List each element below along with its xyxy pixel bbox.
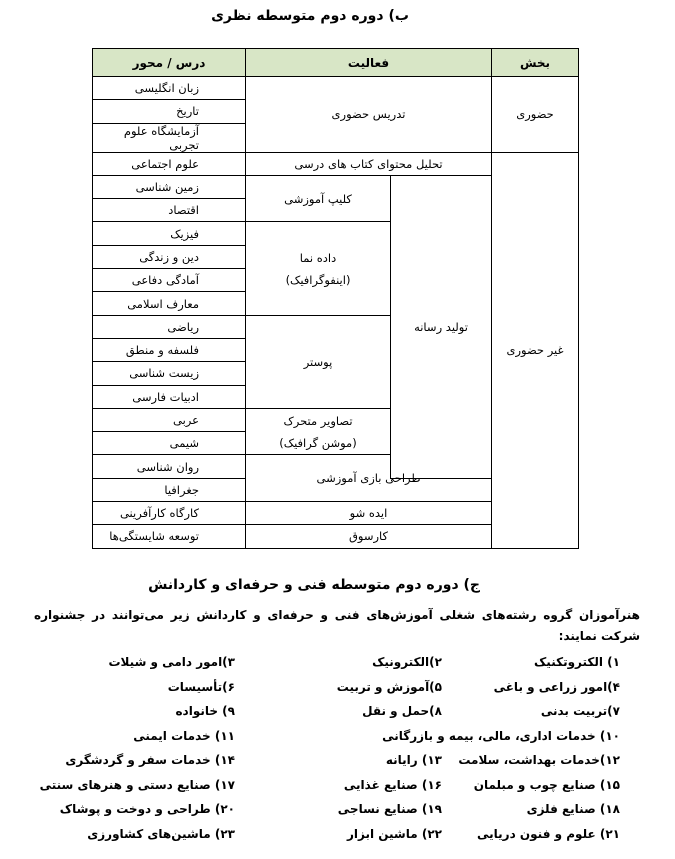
field-item: ۱۵) صنایع چوب و مبلمان	[473, 777, 620, 792]
field-item: ۵)آموزش و تربیت	[336, 679, 442, 694]
lesson-cell: زمین شناسی	[93, 175, 246, 198]
field-item: ۱۷) صنایع دستی و هنرهای سنتی	[39, 777, 235, 792]
section-c-title: ج) دوره دوم متوسطه فنی و حرفه‌ای و کاردانش	[148, 577, 480, 593]
field-item: ۹) خانواده	[175, 704, 235, 718]
lesson-cell: اقتصاد	[93, 199, 246, 222]
lesson-cell: فیزیک	[93, 222, 246, 245]
lesson-cell: تاریخ	[93, 100, 246, 123]
section-c-intro: هنرآموزان گروه رشته‌های شغلی آموزش‌های فنی و حرفه‌ای و کاردانش زیر می‌توانند در جشنواره شرکت نمایند:	[34, 608, 640, 643]
lesson-cell: فلسفه و منطق	[93, 338, 246, 361]
list-item	[40, 729, 620, 754]
field-item: ۱۹) صنایع نساجی	[337, 802, 442, 816]
list-item	[40, 778, 620, 803]
activity-group-cell: تولید رسانه	[391, 175, 492, 478]
lesson-cell: توسعه شایستگی‌ها	[93, 525, 246, 548]
field-item: ۲۱) علوم و فنون دریایی	[477, 826, 620, 841]
section-cell: حضوری	[492, 77, 579, 153]
field-item: ۲۲) ماشین ابزار	[346, 826, 442, 841]
table-row	[93, 152, 579, 175]
lesson-cell: ادبیات فارسی	[93, 385, 246, 408]
field-item: ۱۱) خدمات ایمنی	[133, 728, 235, 743]
activity-line: (موشن گرافیک)	[279, 435, 357, 450]
activities-table	[92, 48, 579, 549]
activity-cell: کارسوق	[246, 525, 492, 548]
list-item	[40, 802, 620, 827]
lesson-cell: شیمی	[93, 432, 246, 455]
lesson-cell: عربی	[93, 408, 246, 431]
header-section: بخش	[492, 49, 579, 77]
table-header-row	[93, 49, 579, 77]
lesson-cell: زبان انگلیسی	[93, 77, 246, 100]
lesson-cell: معارف اسلامی	[93, 292, 246, 315]
field-item: ۸)حمل و نقل	[362, 704, 442, 718]
list-item	[40, 827, 620, 852]
lesson-cell: ریاضی	[93, 315, 246, 338]
header-activity: فعالیت	[246, 49, 492, 77]
field-item: ۱۰) خدمات اداری، مالی، بیمه و بازرگانی	[382, 728, 620, 743]
field-item: ۱۲)خدمات بهداشت، سلامت	[458, 753, 620, 767]
field-item: ۱۶) صنایع غذایی	[343, 777, 442, 792]
activity-cell: تدریس حضوری	[246, 77, 492, 153]
header-lesson: درس / محور	[93, 49, 246, 77]
lesson-cell: روان شناسی	[93, 455, 246, 478]
section-b-title: ب) دوره دوم متوسطه نظری	[211, 8, 409, 24]
activity-line: تصاویر متحرک	[283, 413, 353, 428]
field-item: ۷)تربیت بدنی	[540, 704, 620, 718]
lesson-cell: جغرافیا	[93, 478, 246, 501]
activity-cell: تحلیل محتوای کتاب های درسی	[246, 152, 492, 175]
field-item: ۳)امور دامی و شیلات	[108, 655, 235, 669]
list-item	[40, 753, 620, 778]
field-item: ۱) الکتروتکنیک	[534, 655, 620, 669]
field-item: ۴)امور زراعی و باغی	[493, 679, 620, 694]
activity-cell: ایده شو	[246, 502, 492, 525]
list-item	[40, 655, 620, 680]
activity-cell: طراحی بازی آموزشی	[246, 455, 492, 502]
table-row	[93, 77, 579, 100]
lesson-cell: آمادگی دفاعی	[93, 269, 246, 292]
lesson-cell: کارگاه کارآفرینی	[93, 502, 246, 525]
activity-cell: کلیپ آموزشی	[246, 175, 391, 222]
activity-line: (اینفوگرافیک)	[285, 272, 351, 287]
lesson-cell: زیست شناسی	[93, 362, 246, 385]
activity-line: داده نما	[299, 250, 337, 265]
field-item: ۲۳) ماشین‌های کشاورزی	[87, 826, 235, 841]
activity-cell	[246, 408, 391, 455]
field-item: ۲)الکترونیک	[372, 655, 442, 669]
field-item: ۱۸) صنایع فلزی	[526, 802, 620, 816]
field-item: ۲۰) طراحی و دوخت و پوشاک	[59, 802, 235, 816]
list-item	[40, 680, 620, 705]
field-item: ۶)تأسیسات	[167, 679, 235, 694]
field-list	[40, 655, 620, 851]
lesson-cell: علوم اجتماعی	[93, 152, 246, 175]
lesson-cell: دین و زندگی	[93, 245, 246, 268]
section-cell: غیر حضوری	[492, 152, 579, 548]
activity-cell	[246, 222, 391, 315]
field-item: ۱۴) خدمات سفر و گردشگری	[65, 753, 235, 767]
lesson-cell: آزمایشگاه علوم تجربی	[93, 123, 246, 152]
activity-cell: پوستر	[246, 315, 391, 408]
list-item	[40, 704, 620, 729]
field-item: ۱۳) رایانه	[385, 753, 442, 767]
